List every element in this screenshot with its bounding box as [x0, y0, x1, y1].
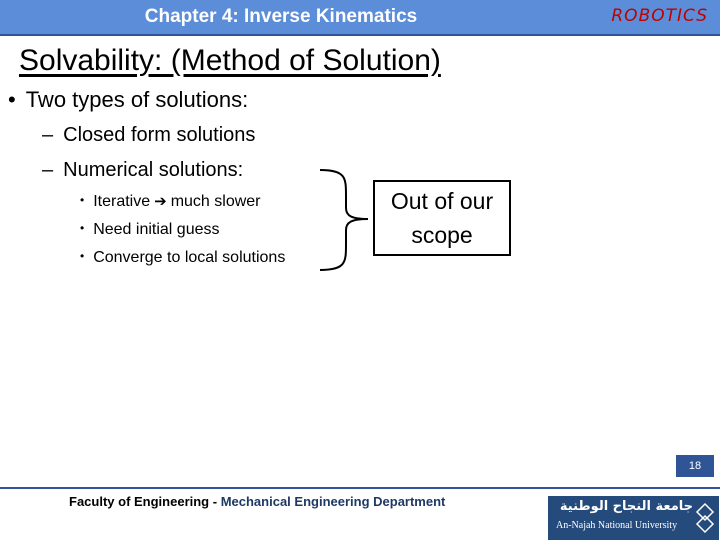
sub-item-numerical — [42, 159, 243, 182]
robotics-brand: ROBOTICS — [611, 6, 708, 26]
detail-iterative-label: Iterative — [93, 193, 151, 210]
right-arrow-icon: ➔ — [154, 193, 167, 210]
footer-divider — [0, 487, 720, 489]
detail-text: Need initial guess — [93, 221, 220, 238]
sub-item-text: Numerical solutions: — [63, 159, 244, 181]
university-emblem-icon — [695, 502, 715, 536]
footer-department: Mechanical Engineering Department — [220, 494, 446, 509]
detail-local-solutions — [80, 249, 285, 267]
logo-english-name: An-Najah National University — [556, 520, 678, 531]
out-of-scope-callout — [373, 180, 511, 256]
bullet-icon: • — [80, 249, 85, 263]
university-logo — [548, 496, 719, 540]
sub-item-text: Closed form solutions — [63, 124, 256, 146]
detail-iterative — [80, 192, 261, 211]
logo-arabic-name: جامعة النجاح الوطنية — [559, 499, 693, 514]
chapter-title: Chapter 4: Inverse Kinematics — [144, 6, 418, 27]
detail-iterative-result: much slower — [170, 193, 261, 210]
page-number: 18 — [676, 455, 714, 477]
callout-line: Out of our — [390, 188, 494, 214]
detail-initial-guess — [80, 221, 220, 239]
slide-title: Solvability: (Method of Solution) — [19, 44, 441, 77]
right-brace-icon — [318, 168, 372, 272]
callout-line: scope — [411, 222, 473, 248]
slide-header — [0, 0, 720, 36]
detail-text: Converge to local solutions — [93, 249, 286, 266]
bullet-main — [8, 87, 248, 113]
bullet-icon: • — [80, 193, 85, 207]
sub-item-closed-form — [42, 124, 255, 147]
footer-text — [69, 494, 445, 509]
bullet-main-text: Two types of solutions: — [25, 87, 249, 112]
dash-icon: – — [42, 159, 54, 181]
bullet-icon: • — [80, 221, 85, 235]
bullet-icon: • — [8, 87, 16, 112]
dash-icon: – — [42, 124, 54, 146]
footer-faculty: Faculty of Engineering - — [69, 494, 218, 509]
